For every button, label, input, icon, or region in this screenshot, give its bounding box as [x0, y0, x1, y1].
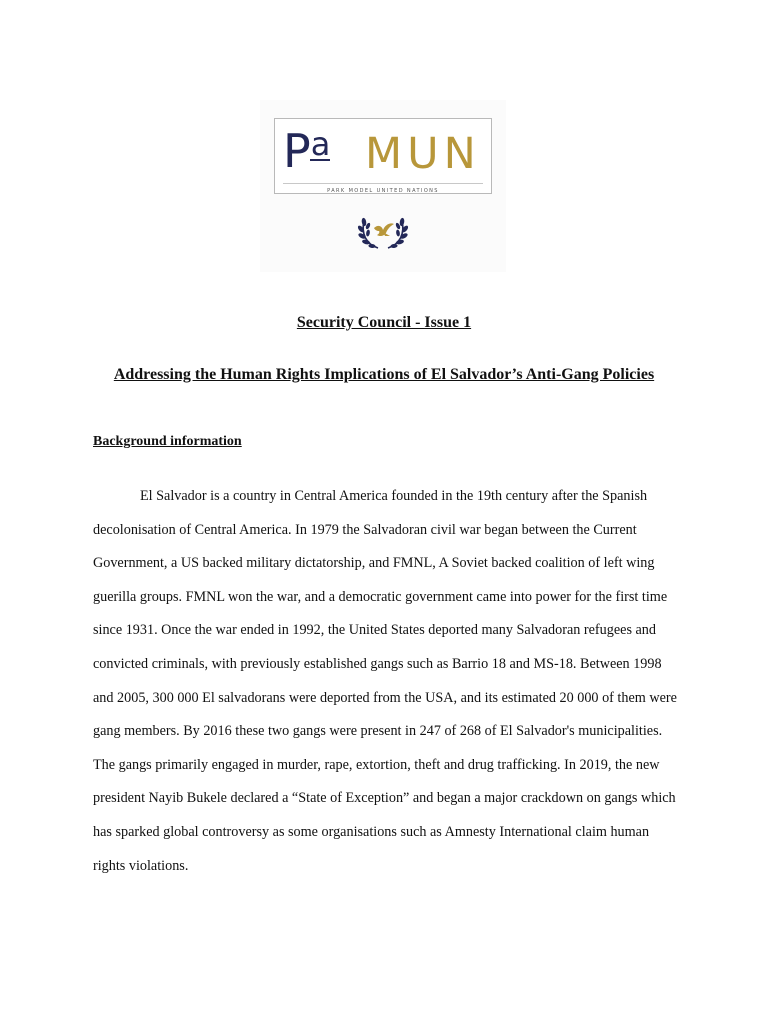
logo-area — [260, 100, 506, 272]
logo-pa-text — [283, 123, 330, 179]
logo-mun-text: MUN — [365, 129, 481, 179]
logo-a: a — [310, 125, 330, 163]
background-paragraph: El Salvador is a country in Central America founded in the 19th century after the Spanish decolonisation of Central America. In 1979 the Salvadoran civil war began between the Current Government, a US backed military dictatorship, and FMNL, A Soviet backed coalition of left wing guerilla groups. FMNL won the war, and a democratic government came into power for the first time since 1931. Once the war ended in 1992, the United States deported many Salvadoran refugees and convicted criminals, with previously established gangs such as Barrio 18 and MS-18. Between 1998 and 2005, 300 000 El salvadorans were deported from the USA, and its estimated 20 000 of them were gang members. By 2016 these two gangs were present in 247 of 268 of El Salvador's municipalities. The gangs primarily engaged in murder, rape, extortion, theft and drug trafficking. In 2019, the new president Nayib Bukele declared a “State of Exception” and began a major crackdown on gangs which has sparked global controversy as some organisations such as Amnesty International claim human rights violations. — [93, 488, 677, 874]
laurel-dove-emblem-icon — [356, 210, 410, 252]
pamun-logo — [274, 118, 492, 194]
logo-tagline: PARK MODEL UNITED NATIONS — [327, 188, 439, 194]
logo-p: P — [283, 124, 310, 178]
logo-divider — [283, 183, 483, 184]
issue-title: Addressing the Human Rights Implications of El Salvador’s Anti-Gang Policies — [113, 366, 655, 383]
section-heading: Background information — [93, 434, 242, 449]
committee-title: Security Council - Issue 1 — [296, 314, 472, 331]
